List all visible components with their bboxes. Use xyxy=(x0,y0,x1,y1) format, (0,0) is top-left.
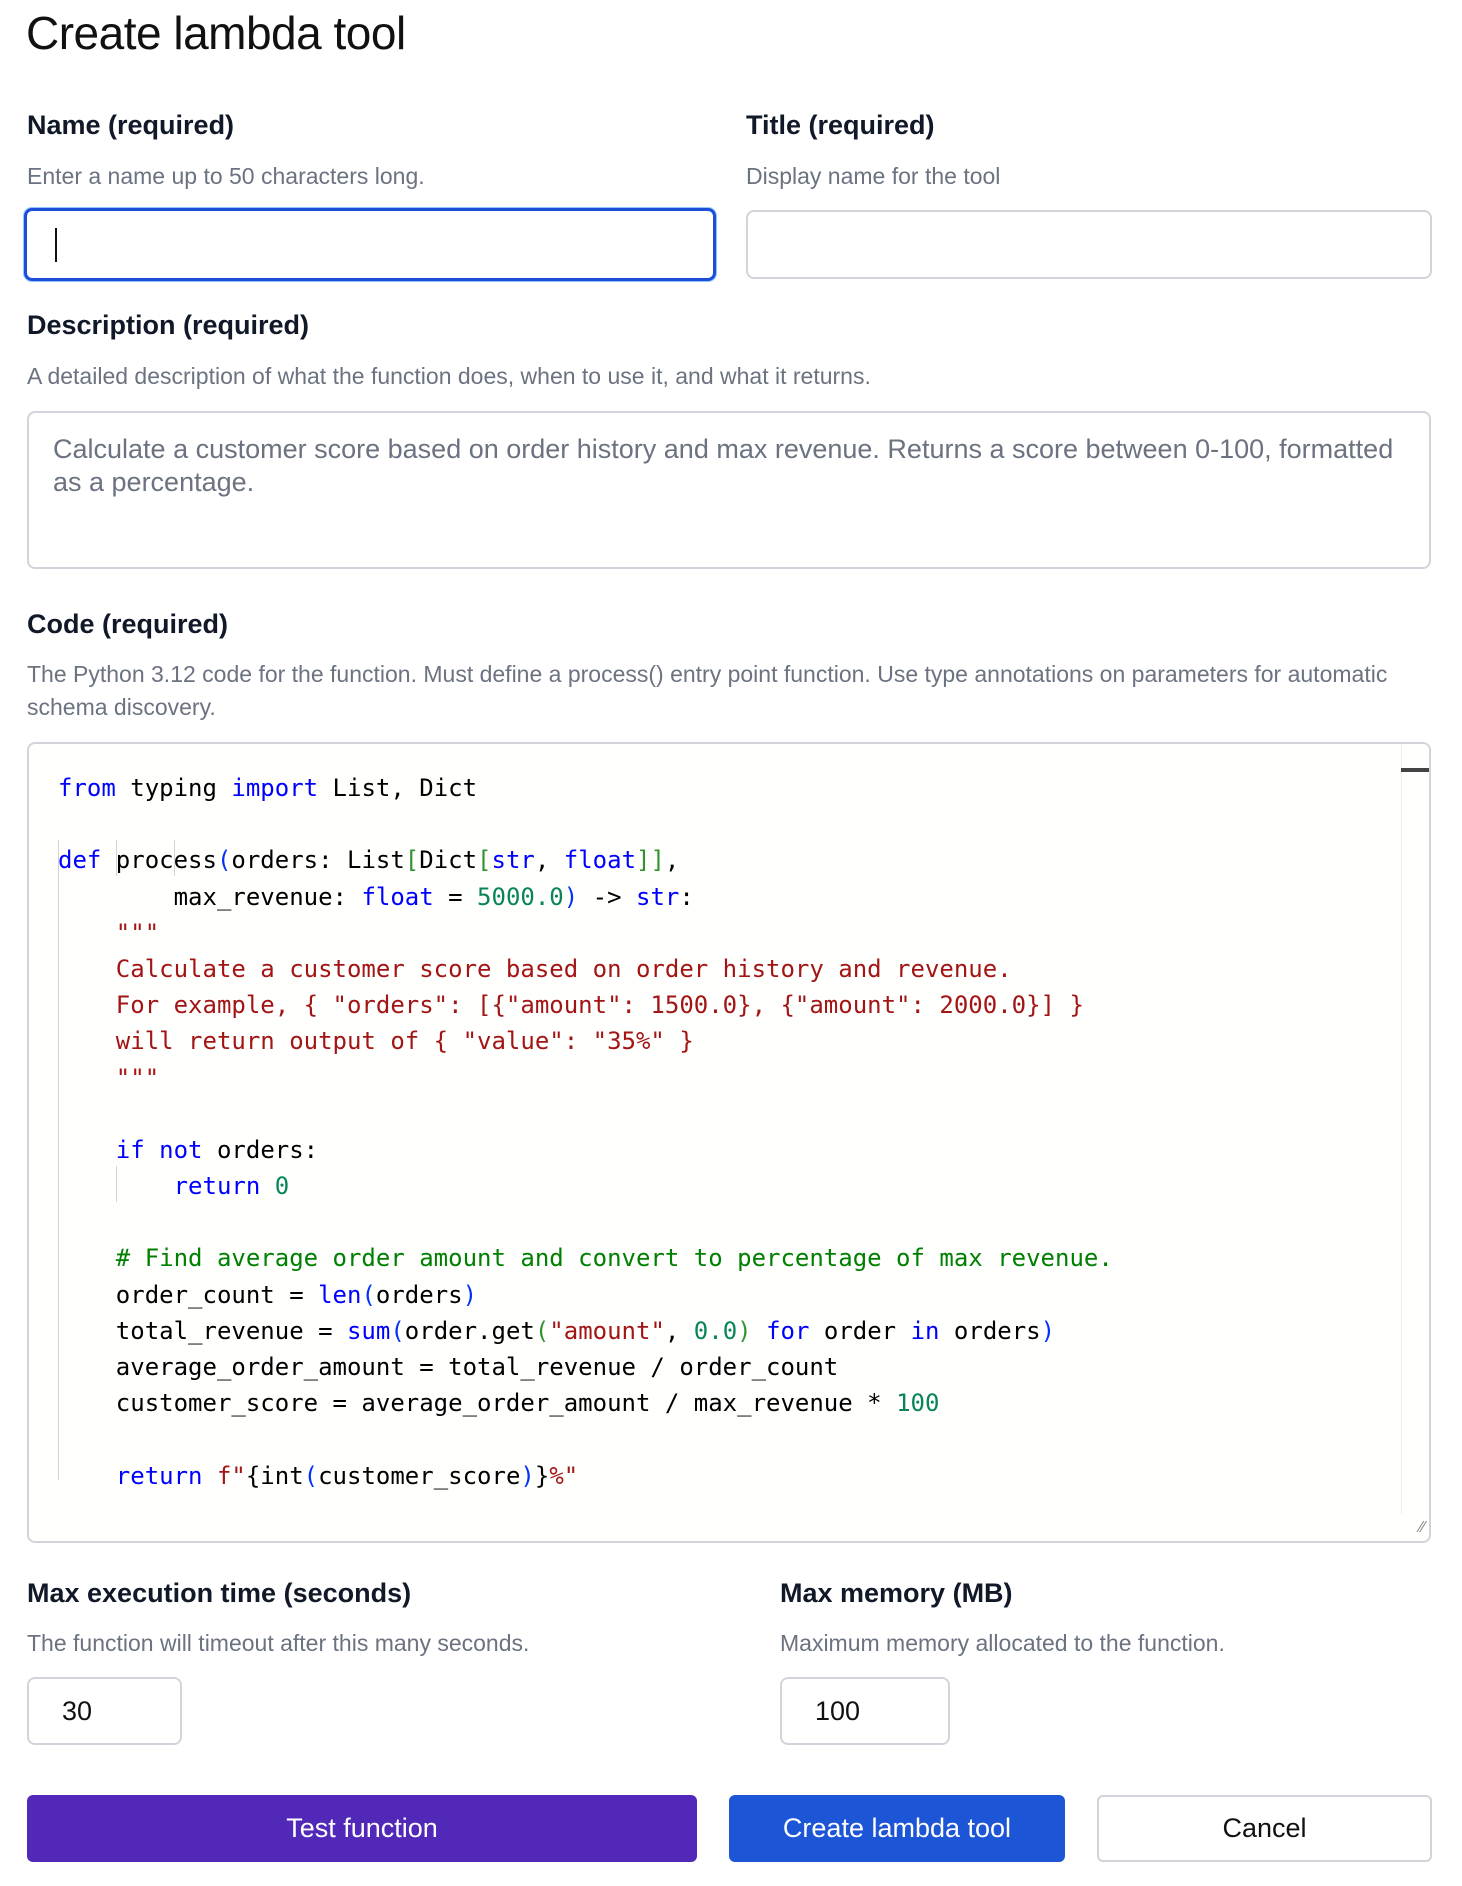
code-token: ) xyxy=(462,1280,478,1309)
code-token: 5000.0 xyxy=(477,882,564,911)
name-input[interactable] xyxy=(24,208,716,281)
code-token: float xyxy=(361,882,434,911)
page-title: Create lambda tool xyxy=(26,7,406,59)
create-lambda-tool-button[interactable]: Create lambda tool xyxy=(729,1795,1065,1862)
code-token: Calculate a customer score based on order history and revenue. xyxy=(58,954,1012,983)
code-token: return xyxy=(173,1172,261,1201)
code-token: typing xyxy=(115,774,232,802)
code-line xyxy=(58,1096,1113,1132)
code-line xyxy=(58,1349,1113,1385)
code-token: f" xyxy=(216,1461,246,1490)
code-token: total_revenue = xyxy=(58,1316,347,1345)
title-label: Title (required) xyxy=(746,110,935,140)
code-token xyxy=(752,1317,766,1345)
code-token: %" xyxy=(549,1461,579,1490)
code-token: ) xyxy=(737,1316,752,1345)
title-input[interactable] xyxy=(746,210,1432,279)
code-token: for xyxy=(766,1316,810,1345)
code-line xyxy=(58,1458,1113,1494)
code-token: sum xyxy=(346,1316,391,1345)
code-token: 100 xyxy=(896,1389,940,1418)
code-token: def xyxy=(58,846,102,875)
code-lines[interactable] xyxy=(58,770,1113,1494)
code-token: order xyxy=(809,1316,911,1345)
code-token: """ xyxy=(58,1063,160,1092)
code-line xyxy=(58,842,1113,878)
code-token: ] xyxy=(636,846,651,875)
text-caret xyxy=(55,228,57,262)
test-function-button[interactable]: Test function xyxy=(27,1795,697,1862)
code-token: """ xyxy=(58,918,160,947)
code-token: [ xyxy=(404,846,420,875)
code-token: from xyxy=(58,774,116,802)
cancel-button[interactable]: Cancel xyxy=(1097,1795,1432,1862)
code-token xyxy=(203,1462,217,1490)
code-line xyxy=(58,1313,1113,1349)
code-token: if xyxy=(115,1135,145,1164)
code-token: orders xyxy=(939,1316,1041,1345)
code-token xyxy=(145,1136,159,1164)
code-line xyxy=(58,987,1113,1023)
code-token: customer_score = average_order_amount / max_revenue * xyxy=(58,1389,897,1418)
description-placeholder: Calculate a customer score based on order history and max revenue. Returns a score between 0-100, formatted as a percentage. xyxy=(53,434,1394,497)
code-token: average_order_amount = total_revenue / order_count xyxy=(58,1353,839,1381)
code-label: Code (required) xyxy=(27,609,229,639)
code-token: ) xyxy=(563,882,579,911)
max-memory-label: Max memory (MB) xyxy=(780,1578,1013,1608)
code-token: orders xyxy=(375,1280,463,1309)
code-token: -> xyxy=(578,882,636,911)
code-token: ( xyxy=(303,1461,319,1490)
code-token: in xyxy=(910,1316,940,1345)
code-token: will return output of { "value": "35%" } xyxy=(58,1027,694,1056)
description-label: Description (required) xyxy=(27,310,310,340)
max-exec-label: Max execution time (seconds) xyxy=(27,1578,412,1608)
code-token: Dict xyxy=(419,846,478,875)
code-line xyxy=(58,1023,1113,1059)
code-token: ( xyxy=(390,1316,405,1345)
code-token: ) xyxy=(520,1461,535,1490)
code-token: order.get xyxy=(404,1316,535,1345)
scrollbar-thumb[interactable] xyxy=(1401,768,1429,772)
code-token: # Find average order amount and convert to percentage of max revenue. xyxy=(58,1244,1113,1273)
editor-scrollbar[interactable] xyxy=(1401,744,1429,1514)
code-token: = xyxy=(433,882,478,911)
code-token xyxy=(58,1136,116,1164)
code-token: For example, { "orders": [{"amount": 1500.0}, {"amount": 2000.0}] } xyxy=(58,991,1084,1020)
max-exec-value: 30 xyxy=(62,1695,93,1726)
code-token: } xyxy=(534,1461,550,1490)
code-token: orders: List xyxy=(231,846,405,875)
code-token: max_revenue: xyxy=(58,882,362,911)
code-token: [ xyxy=(477,846,492,875)
max-memory-help: Maximum memory allocated to the function. xyxy=(780,1630,1225,1656)
max-exec-input[interactable] xyxy=(27,1677,182,1745)
code-token: process xyxy=(101,846,217,875)
code-line xyxy=(58,1060,1113,1096)
code-token: ( xyxy=(534,1316,550,1345)
code-token: ) xyxy=(1040,1316,1056,1345)
code-token: customer_score xyxy=(318,1461,521,1490)
code-token: 0 xyxy=(274,1172,290,1201)
code-token: {int xyxy=(245,1461,304,1490)
code-token: str xyxy=(491,846,535,875)
code-token: len xyxy=(318,1280,362,1309)
code-token: , xyxy=(534,846,564,875)
code-line xyxy=(58,1385,1113,1421)
name-label: Name (required) xyxy=(27,110,235,140)
code-line xyxy=(58,1277,1113,1313)
code-token xyxy=(58,1172,174,1200)
code-editor[interactable] xyxy=(27,742,1431,1543)
code-token: , xyxy=(664,1316,694,1345)
code-token: , xyxy=(664,846,680,875)
code-line xyxy=(58,1168,1113,1204)
description-help: A detailed description of what the function does, when to use it, and what it returns. xyxy=(27,363,871,389)
code-token: ( xyxy=(216,846,232,875)
code-token: ] xyxy=(650,846,665,875)
code-help: The Python 3.12 code for the function. Must define a process() entry point function. Use type annotations on parameters for automatic schema discovery. xyxy=(27,661,1388,720)
code-token: ( xyxy=(361,1280,376,1309)
max-memory-value: 100 xyxy=(815,1695,861,1726)
code-line xyxy=(58,1132,1113,1168)
code-token xyxy=(58,1462,116,1490)
max-exec-help: The function will timeout after this many seconds. xyxy=(27,1630,530,1656)
title-help: Display name for the tool xyxy=(746,163,1001,189)
code-token: float xyxy=(563,846,637,875)
max-memory-input[interactable] xyxy=(780,1677,950,1745)
code-token: not xyxy=(159,1135,203,1164)
code-token: orders: xyxy=(202,1135,319,1164)
code-line xyxy=(58,1204,1113,1240)
code-token: : xyxy=(679,882,694,911)
code-line xyxy=(58,879,1113,915)
code-line xyxy=(58,951,1113,987)
code-line xyxy=(58,1240,1113,1276)
code-token: 0.0 xyxy=(693,1316,738,1345)
code-token: return xyxy=(115,1461,203,1490)
code-line xyxy=(58,1421,1113,1457)
code-token xyxy=(260,1172,274,1200)
code-line xyxy=(58,770,1113,806)
code-token: str xyxy=(636,882,680,911)
code-token: order_count = xyxy=(58,1280,319,1309)
code-line xyxy=(58,915,1113,951)
resize-handle-icon[interactable]: ⁄⁄ xyxy=(1419,1519,1425,1536)
code-line xyxy=(58,806,1113,842)
code-token: import xyxy=(231,774,319,802)
code-token: List, Dict xyxy=(318,774,478,802)
description-textarea[interactable] xyxy=(27,411,1431,569)
code-token: "amount" xyxy=(549,1316,665,1345)
name-help: Enter a name up to 50 characters long. xyxy=(27,163,425,189)
